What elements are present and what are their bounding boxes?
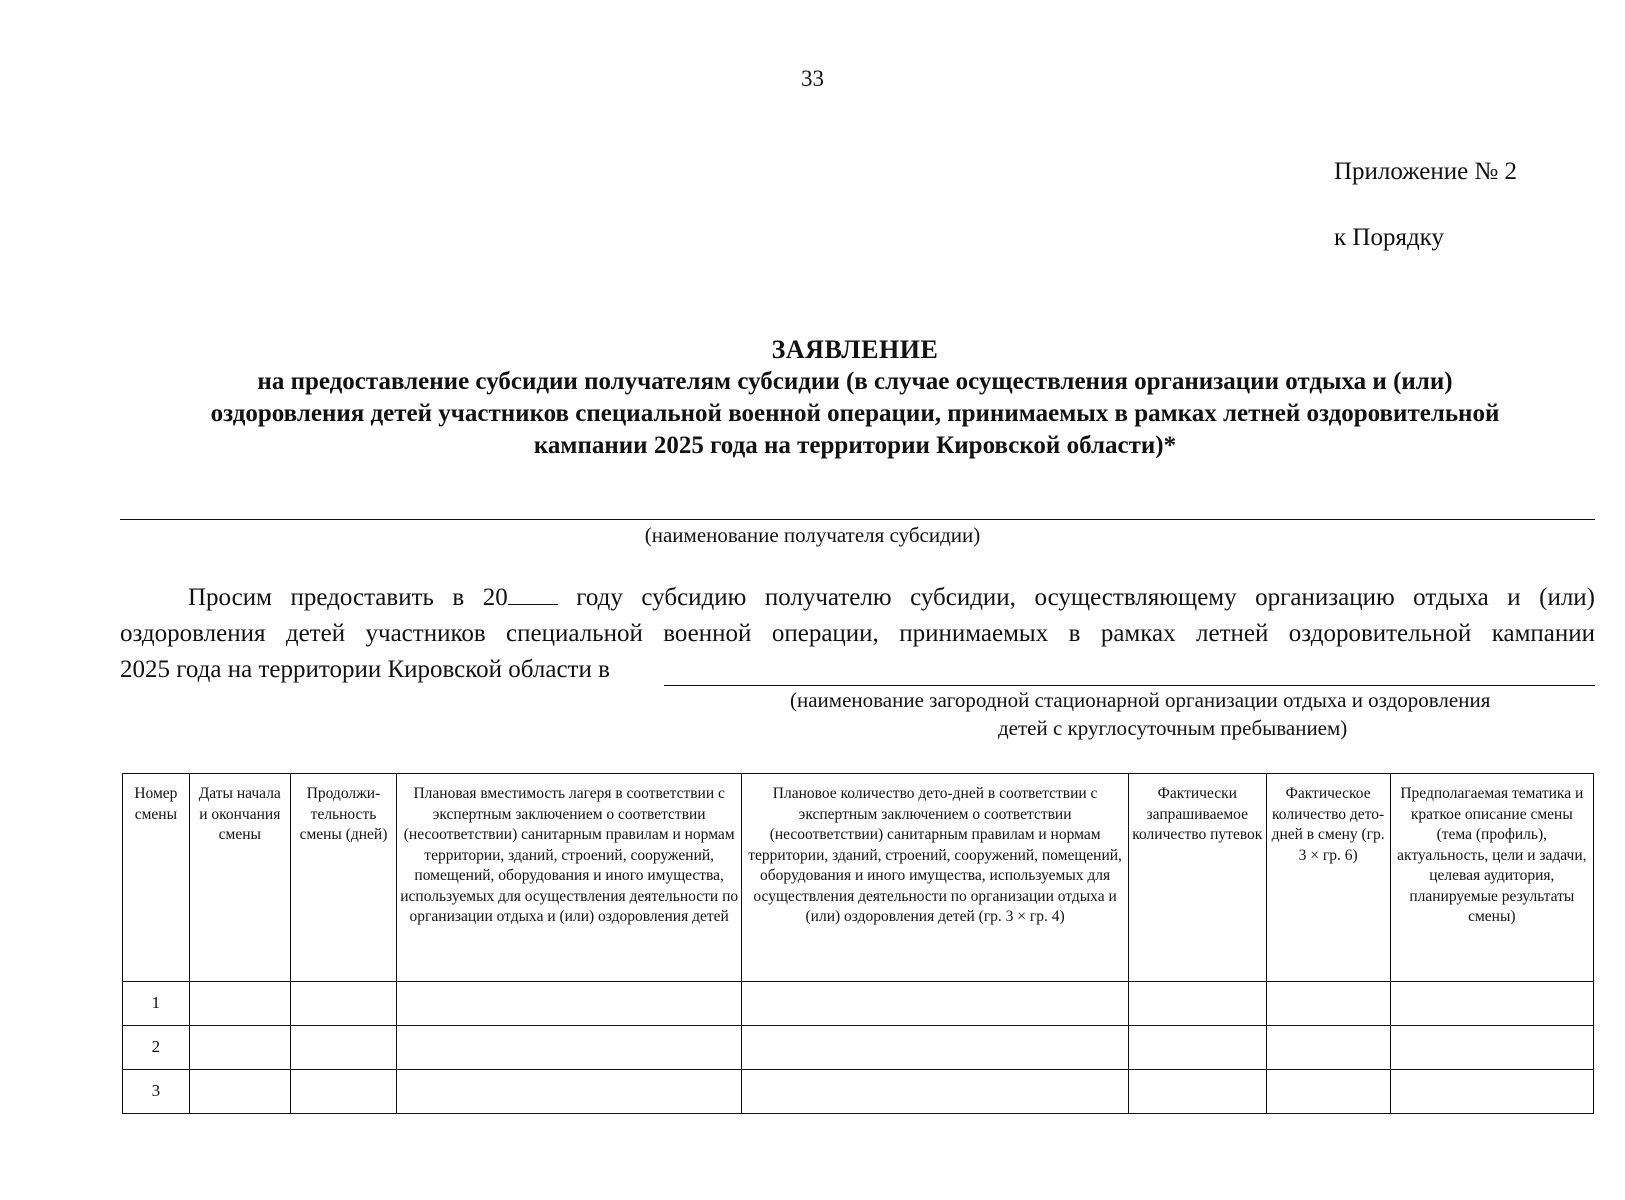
cell-description[interactable]	[1390, 1070, 1593, 1114]
header-actual-child-days: Фактическое количество дето-дней в смену (гр. 3 × гр. 6)	[1266, 774, 1390, 982]
cell-planned-child-days[interactable]	[742, 982, 1129, 1026]
table-row	[123, 1026, 1594, 1070]
cell-description[interactable]	[1390, 982, 1593, 1026]
organization-name-line[interactable]	[664, 685, 1595, 686]
appendix-number: Приложение № 2	[1334, 158, 1518, 185]
row-number: 3	[123, 1070, 190, 1114]
organization-name-caption-line-1: (наименование загородной стационарной организации отдыха и оздоровления	[790, 688, 1491, 712]
request-line-3: 2025 года на территории Кировской области в	[120, 656, 610, 683]
cell-dates[interactable]	[189, 1070, 290, 1114]
cell-planned-child-days[interactable]	[742, 1070, 1129, 1114]
document-title-block	[120, 334, 1590, 462]
header-planned-child-days: Плановое количество дето-дней в соответствии с экспертным заключением о соответствии (несоответствии) санитарным правилам и нормам территории, зданий, строений, сооружений, помещений, оборудования и иного имущества, используемых для осуществления деятельности по организации отдыха и (или) оздоровления детей (гр. 3 × гр. 4)	[742, 774, 1129, 982]
request-line-1-start: Просим предоставить в 20	[188, 584, 508, 611]
cell-planned-child-days[interactable]	[742, 1026, 1129, 1070]
cell-capacity[interactable]	[397, 1070, 742, 1114]
document-subtitle-line-2: оздоровления детей участников специальной военной операции, принимаемых в рамках летней оздоровительной	[210, 400, 1500, 427]
table-header-row	[123, 774, 1594, 982]
table-row	[123, 982, 1594, 1026]
page-number: 33	[801, 66, 824, 91]
organization-name-caption-line-2: детей с круглосуточным пребыванием)	[998, 716, 1348, 740]
cell-description[interactable]	[1390, 1026, 1593, 1070]
cell-duration[interactable]	[290, 982, 396, 1026]
header-requested-vouchers: Фактически запрашиваемое количество путевок	[1128, 774, 1266, 982]
year-blank[interactable]	[508, 584, 558, 605]
request-line-1-end: году субсидию получателю субсидии, осуществляющему организацию отдыха и (или)	[557, 584, 1595, 611]
request-line-2: оздоровления детей участников специальной военной операции, принимаемых в рамках летней оздоровительной кампании	[120, 620, 1595, 647]
document-subtitle-line-1: на предоставление субсидии получателям субсидии (в случае осуществления организации отдыха и (или)	[257, 368, 1453, 395]
cell-actual-child-days[interactable]	[1266, 1070, 1390, 1114]
header-shift-description: Предполагаемая тематика и краткое описание смены (тема (профиль), актуальность, цели и задачи, целевая аудитория, планируемые результаты смены)	[1390, 774, 1593, 982]
cell-capacity[interactable]	[397, 1026, 742, 1070]
cell-requested-vouchers[interactable]	[1128, 1026, 1266, 1070]
cell-actual-child-days[interactable]	[1266, 1026, 1390, 1070]
table-row	[123, 1070, 1594, 1114]
recipient-name-caption: (наименование получателя субсидии)	[644, 523, 981, 547]
header-planned-capacity: Плановая вместимость лагеря в соответствии с экспертным заключением о соответствии (несоответствии) санитарным правилам и нормам территории, зданий, строений, сооружений, помещений, оборудования и иного имущества, используемых для осуществления деятельности по организации отдыха и (или) оздоровления детей	[397, 774, 742, 982]
appendix-reference: к Порядку	[1334, 224, 1444, 251]
header-shift-number: Номер смены	[123, 774, 190, 982]
cell-requested-vouchers[interactable]	[1128, 1070, 1266, 1114]
document-subtitle-line-3: кампании 2025 года на территории Кировской области)*	[533, 432, 1177, 459]
header-shift-dates: Даты начала и окончания смены	[189, 774, 290, 982]
cell-requested-vouchers[interactable]	[1128, 982, 1266, 1026]
cell-actual-child-days[interactable]	[1266, 982, 1390, 1026]
cell-dates[interactable]	[189, 982, 290, 1026]
document-title: ЗАЯВЛЕНИЕ	[771, 335, 939, 364]
cell-duration[interactable]	[290, 1026, 396, 1070]
cell-capacity[interactable]	[397, 982, 742, 1026]
request-line-1	[188, 584, 1595, 612]
header-shift-duration: Продолжи-тельность смены (дней)	[290, 774, 396, 982]
recipient-name-line[interactable]	[120, 519, 1595, 520]
row-number: 2	[123, 1026, 190, 1070]
cell-dates[interactable]	[189, 1026, 290, 1070]
shifts-table	[122, 773, 1594, 1114]
cell-duration[interactable]	[290, 1070, 396, 1114]
row-number: 1	[123, 982, 190, 1026]
